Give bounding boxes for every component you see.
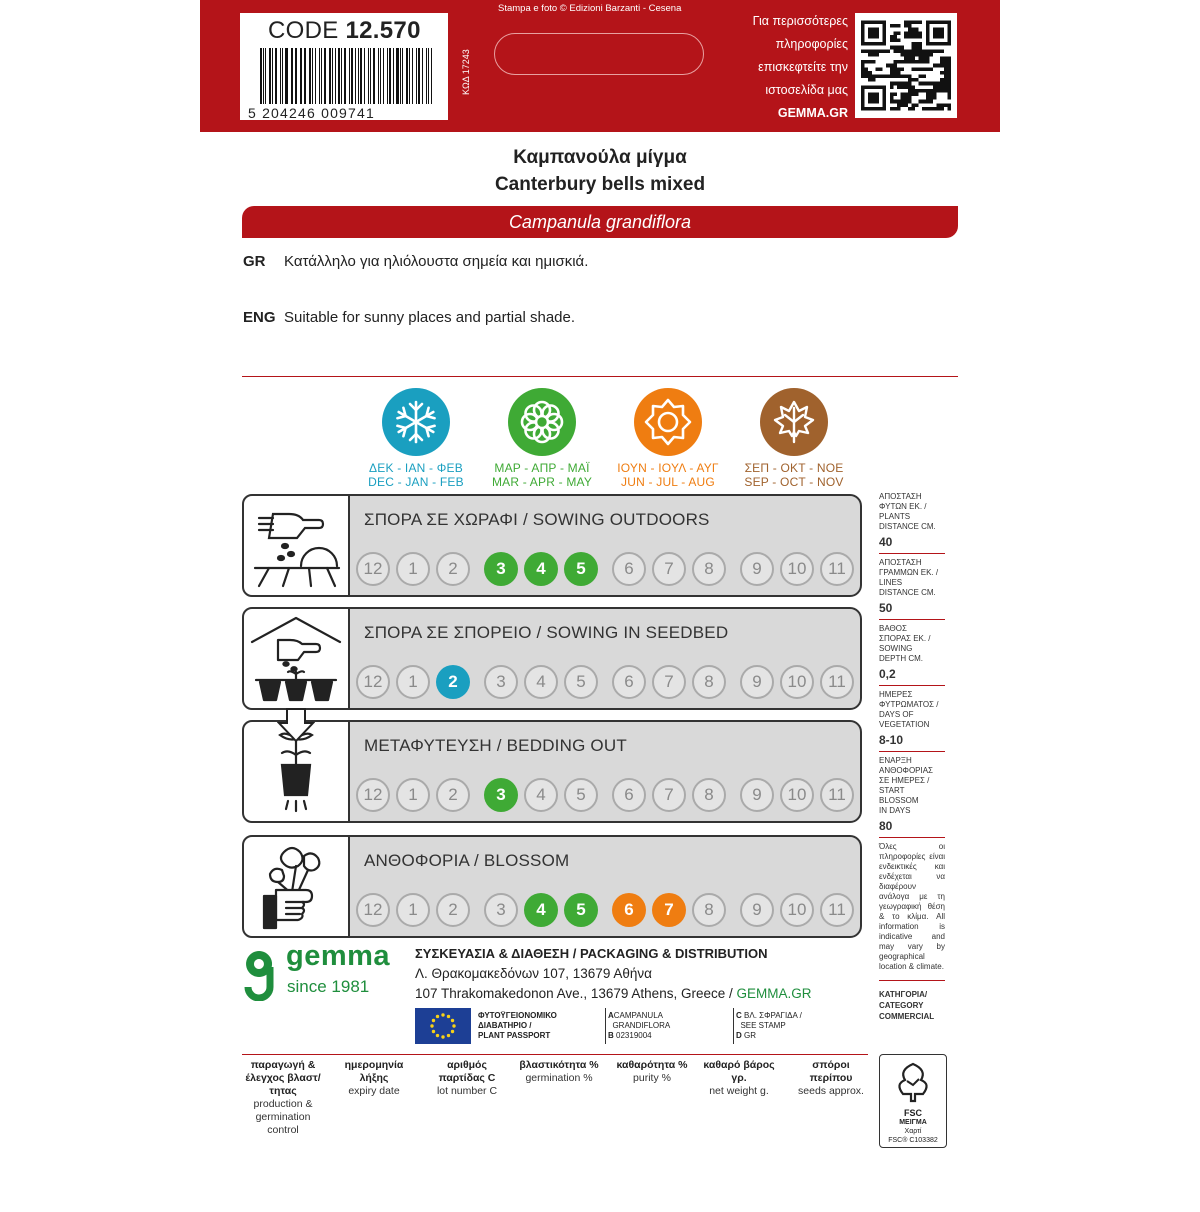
info-value: 50 <box>879 601 893 615</box>
fsc-badge <box>879 1054 947 1148</box>
info-label: LINES <box>879 578 903 587</box>
title-english: Canterbury bells mixed <box>494 174 706 195</box>
seedbed-panel <box>348 607 862 710</box>
month-inactive: 9 <box>740 893 774 927</box>
month-inactive: 11 <box>820 552 854 586</box>
month-inactive: 8 <box>692 778 726 812</box>
category-label: CATEGORY <box>879 1001 924 1010</box>
info-line: ιστοσελίδα μας <box>765 83 848 97</box>
description-text-gr: Κατάλληλο για ηλιόλουστα σημεία και ημισκιά. <box>284 253 589 270</box>
days-of-vegetation <box>879 690 945 752</box>
info-label: ΣΠΟΡΑΣ ΕΚ. / <box>879 634 931 643</box>
month-inactive: 2 <box>436 893 470 927</box>
brand-since: since 1981 <box>287 977 370 996</box>
category-label: ΚΑΤΗΓΟΡΙΑ/ <box>879 990 928 999</box>
month-inactive: 6 <box>612 552 646 586</box>
month-inactive: 8 <box>692 665 726 699</box>
row-bedding-out <box>242 720 862 823</box>
month-inactive: 6 <box>612 778 646 812</box>
lines-distance <box>879 558 945 620</box>
season-autumn <box>724 388 864 489</box>
row-blossom <box>242 835 862 938</box>
month-inactive: 2 <box>436 778 470 812</box>
more-info-text <box>730 10 848 125</box>
month-inactive: 11 <box>820 778 854 812</box>
season-group <box>484 665 604 699</box>
month-inactive: 10 <box>780 552 814 586</box>
fsc-code: FSC® C103382 <box>888 1137 938 1144</box>
month-active: 3 <box>484 778 518 812</box>
col-header-gr: βλαστικότητα % <box>519 1059 599 1071</box>
season-winter <box>346 388 486 489</box>
info-line: Για περισσότερες <box>752 14 848 28</box>
col-seeds <box>792 1059 870 1098</box>
website-link[interactable]: GEMMA.GR <box>736 986 812 1001</box>
fsc-tree-icon <box>893 1061 933 1103</box>
season-months-gr: ΣΕΠ - ΟΚΤ - ΝΟΕ <box>744 461 844 475</box>
col-production <box>243 1059 323 1137</box>
row-label: ΣΠΟΡΑ ΣΕ ΣΠΟΡΕΙΟ / SOWING IN SEEDBED <box>364 623 729 642</box>
info-label: DAYS OF <box>879 710 914 719</box>
col-header-en: purity % <box>633 1072 671 1084</box>
flower-icon <box>508 388 576 456</box>
month-inactive: 7 <box>652 552 686 586</box>
latin-name: Campanula grandiflora <box>242 206 958 238</box>
info-label: VEGETATION <box>879 720 930 729</box>
month-inactive: 10 <box>780 665 814 699</box>
description-text-en: Suitable for sunny places and partial shade. <box>284 309 576 326</box>
season-group <box>356 893 476 927</box>
title-greek: Καμπανούλα μίγμα <box>513 147 687 168</box>
sowing-outdoors-panel <box>348 494 862 597</box>
season-group <box>740 665 860 699</box>
info-label: DEPTH CM. <box>879 654 923 663</box>
month-inactive: 7 <box>652 665 686 699</box>
code-label: CODE <box>268 17 339 44</box>
col-header-en: net weight g. <box>709 1085 769 1097</box>
month-inactive: 1 <box>396 665 430 699</box>
season-months-gr: ΜΑΡ - ΑΠΡ - ΜΑΪ <box>494 461 590 475</box>
blossom-icon <box>242 835 350 938</box>
category <box>879 989 945 1022</box>
month-inactive: 4 <box>524 665 558 699</box>
month-inactive: 9 <box>740 665 774 699</box>
season-spring <box>472 388 612 489</box>
col-header-en: expiry date <box>348 1085 400 1097</box>
brand-name: gemma <box>286 940 391 972</box>
season-group <box>612 778 732 812</box>
month-inactive: 4 <box>524 778 558 812</box>
season-group <box>356 778 476 812</box>
info-label: ΑΠΟΣΤΑΣΗ <box>879 558 922 567</box>
col-lot <box>425 1059 509 1098</box>
month-inactive: 7 <box>652 778 686 812</box>
season-months-en: DEC - JAN - FEB <box>368 475 464 489</box>
month-inactive: 1 <box>396 778 430 812</box>
month-active: 2 <box>436 665 470 699</box>
month-inactive: 12 <box>356 778 390 812</box>
info-line: επισκεφτείτε την <box>758 60 848 74</box>
info-label: ΕΝΑΡΞΗ <box>879 756 912 765</box>
month-inactive: 9 <box>740 778 774 812</box>
month-calendar <box>356 665 868 699</box>
pp-field-c-d: C ΒΛ. ΣΦΡΑΓΙΔΑ / SEE STAMP D GR <box>736 1011 802 1040</box>
divider <box>242 376 958 377</box>
info-label: ΑΝΘΟΦΟΡΙΑΣ <box>879 766 934 775</box>
season-group <box>484 893 604 927</box>
pp-title-line: ΦΥΤΟΫΓΕΙΟΝΟΜΙΚΟ <box>478 1011 557 1020</box>
season-months-gr: ΙΟΥΝ - ΙΟΥΛ - ΑΥΓ <box>617 461 719 475</box>
month-active: 3 <box>484 552 518 586</box>
address-greek: Λ. Θρακομακεδόνων 107, 13679 Αθήνα <box>415 966 652 981</box>
info-line: πληροφορίες <box>775 37 848 51</box>
col-header-en: lot number C <box>436 1085 498 1097</box>
season-group <box>356 552 476 586</box>
info-value: 0,2 <box>879 667 896 681</box>
month-inactive: 12 <box>356 665 390 699</box>
month-inactive: 10 <box>780 778 814 812</box>
month-calendar <box>356 552 868 586</box>
pp-title-line: ΔΙΑΒΑΤΗΡΙΟ / <box>478 1021 532 1030</box>
pp-c-value: SEE STAMP <box>740 1021 786 1030</box>
season-months-en: JUN - JUL - AUG <box>621 475 715 489</box>
info-label: ΒΑΘΟΣ <box>879 624 907 633</box>
eu-flag-icon <box>415 1008 471 1044</box>
plant-passport-title <box>478 1011 557 1041</box>
info-label: ΦΥΤΩΝ ΕΚ. / <box>879 502 927 511</box>
row-sowing-outdoors <box>242 494 862 597</box>
col-header-gr: ημερομηνία λήξης <box>344 1059 404 1084</box>
col-header-gr: παραγωγή & έλεγχος βλαστ/τητας <box>245 1059 321 1097</box>
col-header-gr: καθαρό βάρος γρ. <box>703 1059 775 1084</box>
month-inactive: 12 <box>356 893 390 927</box>
row-label: ΣΠΟΡΑ ΣΕ ΧΩΡΑΦΙ / SOWING OUTDOORS <box>364 510 710 529</box>
info-label: ΦΥΤΡΩΜΑΤΟΣ / <box>879 700 939 709</box>
col-net-weight <box>703 1059 775 1098</box>
col-purity <box>610 1059 694 1085</box>
season-months-en: SEP - OCT - NOV <box>744 475 844 489</box>
blossom-panel <box>348 835 862 938</box>
month-calendar <box>356 778 868 812</box>
gemma-logo-icon <box>241 947 277 1001</box>
description-english <box>243 309 575 326</box>
month-inactive: 11 <box>820 893 854 927</box>
month-inactive: 5 <box>564 665 598 699</box>
col-header-gr: αριθμός παρτίδας C <box>438 1059 496 1084</box>
season-group <box>740 552 860 586</box>
season-group <box>356 665 476 699</box>
fsc-label: FSC <box>904 1108 922 1118</box>
row-label: ΜΕΤΑΦΥΤΕΥΣΗ / BEDDING OUT <box>364 736 627 755</box>
barcode-label <box>240 13 448 120</box>
info-value: 40 <box>879 535 893 549</box>
description-greek <box>243 253 588 270</box>
pp-a-value: GRANDIFLORA <box>612 1021 671 1030</box>
code-value: 12.570 <box>345 17 421 44</box>
month-inactive: 3 <box>484 665 518 699</box>
season-months-en: MAR - APR - MAY <box>491 475 593 489</box>
col-header-en: seeds approx. <box>798 1085 864 1097</box>
pp-c-value: ΒΛ. ΣΦΡΑΓΙΔΑ / <box>744 1011 802 1020</box>
distribution-title: ΣΥΣΚΕΥΑΣΙΑ & ΔΙΑΘΕΣΗ / PACKAGING & DISTRIBUTION <box>415 946 768 961</box>
sun-icon <box>634 388 702 456</box>
info-label: ΗΜΕΡΕΣ <box>879 690 913 699</box>
info-label: DISTANCE CM. <box>879 522 936 531</box>
month-active: 4 <box>524 893 558 927</box>
col-header-gr: καθαρότητα % <box>616 1059 688 1071</box>
seedbed-icon <box>242 607 350 710</box>
kod-number: ΚΩΔ 17243 <box>461 49 471 95</box>
col-header-en: production & germination control <box>253 1098 313 1136</box>
info-label: ΓΡΑΜΜΩΝ ΕΚ. / <box>879 568 939 577</box>
address-english <box>415 986 812 1001</box>
info-label: PLANTS <box>879 512 911 521</box>
month-inactive: 6 <box>612 665 646 699</box>
info-label: BLOSSOM <box>879 796 919 805</box>
lang-label-gr: GR <box>243 253 266 270</box>
product-code <box>268 17 421 45</box>
season-group <box>612 665 732 699</box>
info-label: DISTANCE CM. <box>879 588 936 597</box>
month-active: 5 <box>564 893 598 927</box>
col-germination <box>514 1059 604 1085</box>
row-sowing-seedbed <box>242 607 862 710</box>
info-label: ΣΕ ΗΜΕΡΕΣ / <box>879 776 930 785</box>
month-calendar <box>356 893 868 927</box>
month-active: 6 <box>612 893 646 927</box>
pp-d-value: GR <box>744 1031 757 1040</box>
pp-title-line: PLANT PASSPORT <box>478 1031 551 1040</box>
fsc-mix: ΜΕΙΓΜΑ <box>899 1119 927 1126</box>
address-text: 107 Thrakomakedonon Ave., 13679 Athens, Greece / <box>415 986 733 1001</box>
month-inactive: 8 <box>692 893 726 927</box>
month-inactive: 12 <box>356 552 390 586</box>
category-value: COMMERCIAL <box>879 1012 935 1021</box>
pp-field-a-b: ACAMPANULA GRANDIFLORA B 02319004 <box>608 1011 671 1040</box>
qr-code-icon[interactable] <box>855 13 957 118</box>
start-blossom <box>879 756 945 838</box>
print-credit: Stampa e foto © Edizioni Barzanti - Cesena <box>498 3 682 14</box>
barcode-icon <box>260 48 435 104</box>
month-inactive: 2 <box>436 552 470 586</box>
month-inactive: 10 <box>780 893 814 927</box>
month-inactive: 11 <box>820 665 854 699</box>
season-group <box>740 893 860 927</box>
divider <box>733 1008 734 1044</box>
lang-label-en: ENG <box>243 309 276 326</box>
leaf-icon <box>760 388 828 456</box>
ean-number: 5 204246 009741 <box>248 105 375 121</box>
sowing-depth <box>879 624 945 686</box>
bedding-out-panel <box>348 720 862 823</box>
snowflake-icon <box>382 388 450 456</box>
month-inactive: 1 <box>396 552 430 586</box>
season-group <box>612 552 732 586</box>
season-summer <box>598 388 738 489</box>
disclaimer-note: Όλες οι πληροφορίες είναι ενδεικτικές και ενδέχεται να διαφέρουν ανάλογα με τη γεωγραφική θέση & το κλίμα. All information is indicative and may vary by geographical location & climate. <box>879 842 945 981</box>
sowing-outdoors-icon <box>242 494 350 597</box>
plants-distance <box>879 492 945 554</box>
col-header-gr: σπόροι περίπου <box>809 1059 853 1084</box>
season-group <box>484 778 604 812</box>
season-group <box>484 552 604 586</box>
side-info-column <box>879 492 945 1022</box>
divider <box>605 1008 606 1044</box>
month-active: 5 <box>564 552 598 586</box>
month-inactive: 3 <box>484 893 518 927</box>
season-group <box>740 778 860 812</box>
month-active: 7 <box>652 893 686 927</box>
month-inactive: 1 <box>396 893 430 927</box>
month-inactive: 9 <box>740 552 774 586</box>
col-header-en: germination % <box>525 1072 593 1084</box>
website-link[interactable]: GEMMA.GR <box>777 106 848 120</box>
info-label: SOWING <box>879 644 913 653</box>
info-label: ΑΠΟΣΤΑΣΗ <box>879 492 922 501</box>
row-label: ΑΝΘΟΦΟΡΙΑ / BLOSSOM <box>364 851 570 870</box>
header-band <box>200 0 1000 132</box>
info-value: 80 <box>879 819 893 833</box>
season-months-gr: ΔΕΚ - ΙΑΝ - ΦΕΒ <box>369 461 463 475</box>
month-inactive: 8 <box>692 552 726 586</box>
info-label: IN DAYS <box>879 806 911 815</box>
transplant-arrow-icon <box>277 708 315 742</box>
info-value: 8-10 <box>879 733 904 747</box>
info-label: START <box>879 786 905 795</box>
pp-a-value: CAMPANULA <box>613 1011 663 1020</box>
month-active: 4 <box>524 552 558 586</box>
fsc-paper: Χαρτί <box>904 1128 922 1135</box>
season-group <box>612 893 732 927</box>
hanger-slot <box>494 33 704 75</box>
divider <box>242 1054 868 1055</box>
month-inactive: 5 <box>564 778 598 812</box>
pp-b-value: 02319004 <box>616 1031 652 1040</box>
col-expiry <box>338 1059 410 1098</box>
